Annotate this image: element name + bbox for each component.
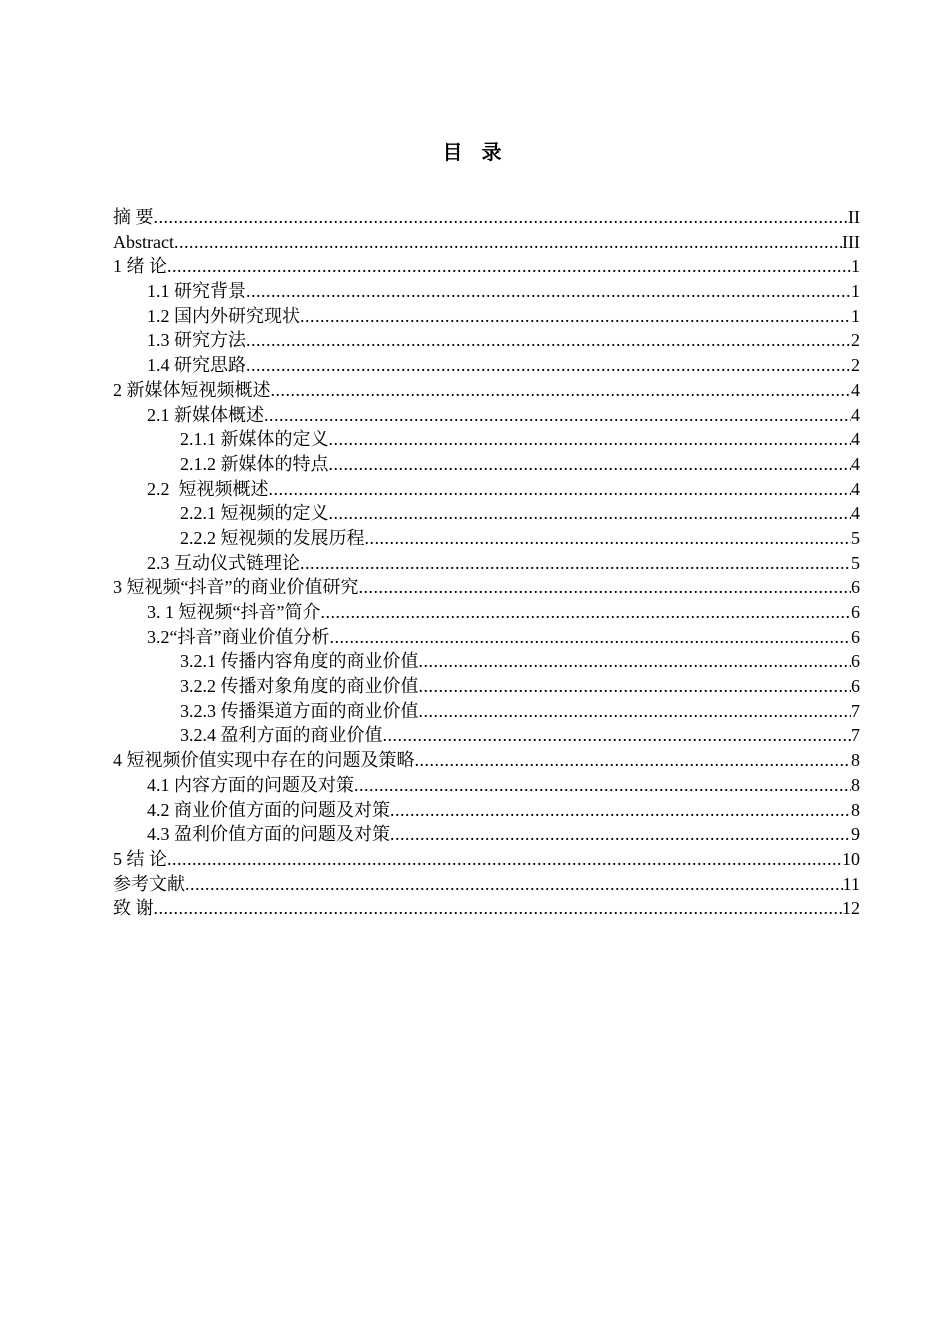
toc-entry-label: 3.2“抖音”商业价值分析 [147,626,330,647]
toc-page-number: 9 [851,824,860,845]
toc-leader-dots [390,822,851,847]
toc-entry[interactable] [113,847,860,872]
toc-entry-label: 3 短视频“抖音”的商业价值研究 [113,577,359,598]
toc-entry-label: 3. 1 短视频“抖音”简介 [147,602,321,622]
toc-leader-dots [185,872,843,897]
toc-entry-label: 1.4 研究思路 [147,355,246,376]
toc-page-number: 7 [851,725,860,746]
toc-entry-label: Abstract [113,231,174,252]
toc-entry[interactable] [113,872,860,897]
toc-entry-label: 4 短视频价值实现中存在的问题及策略 [113,750,415,771]
toc-entry-label: 3.2.4 盈利方面的商业价值 [180,725,383,746]
toc-entry[interactable] [113,526,860,551]
toc-page-number: 2 [851,355,860,376]
toc-entry-label: 1.2 国内外研究现状 [147,305,300,326]
toc-entry[interactable] [113,403,860,428]
toc-entry[interactable] [113,378,860,403]
toc-entry-label: 3.2.2 传播对象角度的商业价值 [180,676,419,697]
toc-leader-dots [174,230,842,255]
toc-page-number: 2 [851,330,860,351]
toc-entry-label: 1.3 研究方法 [147,330,246,351]
toc-leader-dots [154,205,849,230]
toc-entry[interactable] [113,723,860,748]
toc-entry[interactable] [113,798,860,823]
toc-leader-dots [358,575,851,600]
toc-entry-label: 2 新媒体短视频概述 [113,379,271,400]
toc-page-number: II [848,207,860,227]
toc-leader-dots [329,625,851,650]
toc-page-number: 1 [851,256,860,277]
toc-entry[interactable] [113,674,860,699]
toc-entry[interactable] [113,304,860,329]
toc-leader-dots [300,551,851,576]
toc-entry[interactable] [113,501,860,526]
toc-entry-label: 致 谢 [113,898,154,919]
toc-leader-dots [383,723,852,748]
toc-page-number: 6 [851,602,860,622]
toc-entry-label: 2.3 互动仪式链理论 [147,552,300,573]
toc-leader-dots [271,378,852,403]
toc-leader-dots [419,649,852,674]
toc-page-number: III [842,231,860,252]
toc-page-number: 1 [851,305,860,326]
toc-page-number: 4 [851,379,860,400]
toc-page-number: 10 [842,848,860,869]
toc-leader-dots [329,427,852,452]
toc-entry[interactable] [113,427,860,452]
toc-leader-dots [154,896,843,921]
toc-leader-dots [300,304,851,329]
toc-entry-label: 摘 要 [113,207,154,227]
toc-page-number: 5 [851,527,860,548]
toc-entry[interactable] [113,353,860,378]
toc-entry-label: 2.1 新媒体概述 [147,404,264,425]
toc-leader-dots [167,847,842,872]
toc-entry-label: 2.2.2 短视频的发展历程 [180,527,365,548]
toc-leader-dots [264,403,851,428]
toc-leader-dots [415,748,852,773]
toc-page-number: 4 [851,429,860,450]
toc-page-number: 8 [851,799,860,820]
toc-entry[interactable] [113,773,860,798]
toc-page-number: 12 [842,898,860,919]
toc-entry[interactable] [113,205,860,230]
toc-page-number: 7 [851,700,860,721]
toc-entry-label: 1 绪 论 [113,256,167,277]
toc-entry[interactable] [113,254,860,279]
toc-leader-dots [246,279,851,304]
toc-entry[interactable] [113,699,860,724]
toc-entry-label: 2.2 短视频概述 [147,478,269,499]
toc-leader-dots [329,501,852,526]
toc-entry-label: 4.2 商业价值方面的问题及对策 [147,799,390,820]
toc-page-number: 6 [851,577,860,598]
toc-page-number: 5 [851,552,860,573]
toc-leader-dots [246,353,851,378]
toc-leader-dots [354,773,851,798]
toc-page-number: 6 [851,651,860,672]
toc-page-number: 11 [842,873,860,894]
toc-leader-dots [390,798,851,823]
toc-entry-label: 参考文献 [113,873,185,894]
toc-entry-label: 3.2.3 传播渠道方面的商业价值 [180,700,419,721]
toc-entry-label: 2.1.2 新媒体的特点 [180,453,329,474]
toc-entry[interactable] [113,452,860,477]
toc-leader-dots [269,477,852,502]
toc-entry[interactable] [113,328,860,353]
toc-page-number: 6 [851,676,860,697]
toc-entry-label: 4.1 内容方面的问题及对策 [147,774,354,795]
toc-entry[interactable] [113,822,860,847]
toc-leader-dots [246,328,851,353]
toc-title: 目 录 [442,140,508,164]
toc-entry-label: 2.1.1 新媒体的定义 [180,429,329,450]
toc-entry[interactable] [113,551,860,576]
toc-page-number: 4 [851,453,860,474]
toc-page-number: 4 [851,404,860,425]
toc-leader-dots [329,452,852,477]
toc-page-number: 8 [851,750,860,771]
toc-page-number: 6 [851,626,860,647]
toc-entry-label: 5 结 论 [113,848,167,869]
toc-page-number: 1 [851,281,860,302]
toc-leader-dots [320,600,851,625]
table-of-contents [113,205,860,921]
toc-leader-dots [419,699,852,724]
toc-entry[interactable] [113,649,860,674]
toc-entry-label: 4.3 盈利价值方面的问题及对策 [147,824,390,845]
toc-leader-dots [419,674,852,699]
toc-entry[interactable] [113,748,860,773]
toc-page-number: 4 [851,478,860,499]
toc-entry[interactable] [113,230,860,255]
toc-entry[interactable] [113,625,860,650]
toc-entry[interactable] [113,600,860,625]
toc-entry[interactable] [113,279,860,304]
toc-entry[interactable] [113,896,860,921]
toc-entry-label: 3.2.1 传播内容角度的商业价值 [180,651,419,672]
toc-entry[interactable] [113,575,860,600]
toc-page-number: 8 [851,774,860,795]
toc-entry-label: 2.2.1 短视频的定义 [180,503,329,524]
toc-entry-label: 1.1 研究背景 [147,281,246,302]
toc-leader-dots [365,526,852,551]
toc-page-number: 4 [851,503,860,524]
toc-leader-dots [167,254,851,279]
toc-entry[interactable] [113,477,860,502]
